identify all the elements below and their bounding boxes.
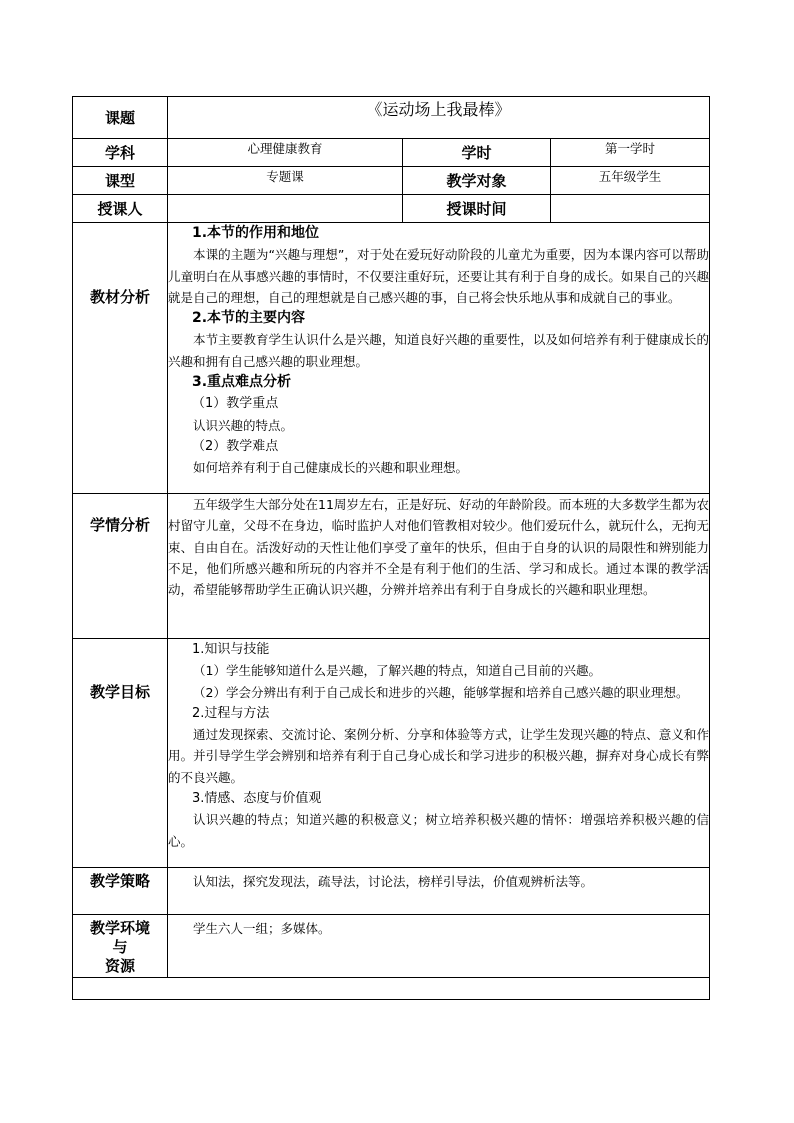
period-value: 第一学时 — [551, 139, 710, 167]
teaching-goals-content — [168, 639, 710, 868]
teaching-strategy-row — [73, 868, 710, 915]
teaching-strategy-label: 教学策略 — [73, 868, 168, 915]
teacher-row — [73, 195, 710, 223]
time-value — [551, 195, 710, 223]
subheading: （2）教学难点 — [192, 438, 279, 454]
paragraph: 如何培养有利于自己健康成长的兴趣和职业理想。 — [193, 460, 469, 476]
environment-label-line: 教学环境 — [89, 919, 150, 937]
audience-label: 教学对象 — [403, 167, 551, 195]
subject-value: 心理健康教育 — [168, 139, 403, 167]
textbook-analysis-row — [73, 223, 710, 494]
paragraph: 认识兴趣的特点；知道兴趣的积极意义；树立培养积极兴趣的情怀：增强培养积极兴趣的信心。 — [168, 812, 710, 849]
audience-value: 五年级学生 — [551, 167, 710, 195]
environment-label — [73, 915, 168, 978]
paragraph: 五年级学生大部分处在11周岁左右，正是好玩、好动的年龄阶段。而本班的大多数学生都为农村留守儿童，父母不在身边，临时监护人对他们管教相对较少。他们爱玩什么，就玩什么，无拘无束、自由自在。活泼好动的天性让他们享受了童年的快乐，但由于自身的认识的局限性和辨别能力不足，他们所感兴趣和所玩的内容并不全是有利于他们的生活、学习和成长。通过本课的教学活动，希望能够帮助学生正确认识兴趣，分辨并培养出有利于自身成长的兴趣和职业理想。 — [168, 497, 710, 598]
section-heading: 3.重点难点分析 — [192, 374, 292, 391]
teacher-value — [168, 195, 403, 223]
section-heading: 2.本节的主要内容 — [192, 310, 306, 327]
section-heading: 3.情感、态度与价值观 — [192, 791, 322, 807]
period-label: 学时 — [403, 139, 551, 167]
topic-value: 《运动场上我最棒》 — [168, 97, 710, 139]
paragraph: 认知法，探究发现法，疏导法，讨论法，榜样引导法，价值观辨析法等。 — [193, 874, 594, 889]
type-label: 课型 — [73, 167, 168, 195]
type-value: 专题课 — [168, 167, 403, 195]
learner-analysis-content — [168, 494, 710, 639]
environment-row — [73, 915, 710, 978]
teaching-goals-row — [73, 639, 710, 868]
paragraph: （1）学生能够知道什么是兴趣，了解兴趣的特点，知道自己目前的兴趣。 — [193, 663, 601, 679]
paragraph: （2）学会分辨出有利于自己成长和进步的兴趣，能够掌握和培养自己感兴趣的职业理想。 — [193, 684, 689, 700]
learner-analysis-row — [73, 494, 710, 639]
teaching-strategy-content — [168, 868, 710, 915]
environment-label-line: 资源 — [104, 957, 135, 975]
time-label: 授课时间 — [403, 195, 551, 223]
blank-footer-row — [73, 978, 710, 1000]
section-heading: 1.本节的作用和地位 — [192, 225, 320, 241]
paragraph: 本节主要教育学生认识什么是兴趣，知道良好兴趣的重要性，以及如何培养有利于健康成长的兴趣和拥有自己感兴趣的职业理想。 — [168, 332, 710, 369]
subject-label: 学科 — [73, 139, 168, 167]
teaching-goals-label: 教学目标 — [73, 639, 168, 868]
type-row — [73, 167, 710, 195]
teacher-label: 授课人 — [73, 195, 168, 223]
paragraph: 认识兴趣的特点。 — [193, 417, 294, 433]
section-heading: 2.过程与方法 — [192, 705, 270, 721]
subject-row — [73, 139, 710, 167]
environment-content — [168, 915, 710, 978]
learner-analysis-label: 学情分析 — [73, 494, 168, 639]
paragraph: 通过发现探索、交流讨论、案例分析、分享和体验等方式，让学生发现兴趣的特点、意义和作用。并引导学生学会辨别和培养有利于自己身心成长和学习进步的积极兴趣，摒弃对身心成长有弊的不良兴趣。 — [168, 727, 710, 785]
textbook-analysis-label: 教材分析 — [73, 223, 168, 494]
environment-label-line: 与 — [112, 938, 128, 956]
section-heading: 1.知识与技能 — [192, 642, 270, 657]
subheading: （1）教学重点 — [192, 396, 279, 412]
blank-cell — [73, 978, 710, 1000]
topic-label: 课题 — [73, 97, 168, 139]
lesson-plan-table — [72, 96, 710, 1000]
textbook-analysis-content — [168, 223, 710, 494]
paragraph: 学生六人一组；多媒体。 — [193, 921, 331, 936]
paragraph: 本课的主题为“兴趣与理想”，对于处在爱玩好动阶段的儿童尤为重要，因为本课内容可以帮助儿童明白在从事感兴趣的事情时，不仅要注重好玩，还要让其有利于自身的成长。如果自己的兴趣就是自己的理想，自己的理想就是自己感兴趣的事，自己将会快乐地从事和成就自己的事业。 — [168, 247, 710, 305]
topic-row — [73, 97, 710, 139]
